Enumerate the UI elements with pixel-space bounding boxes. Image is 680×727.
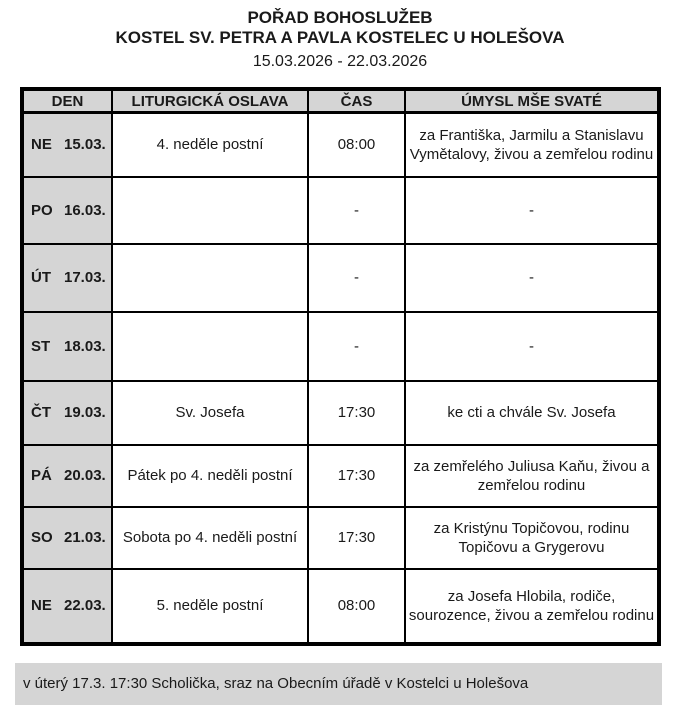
page-title: POŘAD BOHOSLUŽEB — [247, 8, 433, 27]
time-cell: - — [308, 244, 405, 312]
day-abbr: NE — [31, 597, 52, 614]
intention-cell: - — [405, 177, 659, 244]
header-cell-liturgicka-oslava: LITURGICKÁ OSLAVA — [112, 89, 308, 113]
time-cell: 17:30 — [308, 507, 405, 569]
celebration-cell: 4. neděle postní — [112, 113, 308, 177]
day-abbr: PÁ — [31, 467, 52, 484]
table-row — [22, 244, 659, 312]
table-row — [22, 381, 659, 445]
table-row — [22, 569, 659, 644]
document-header — [0, 0, 680, 71]
day-date: 16.03. — [64, 201, 106, 219]
date-range: 15.03.2026 - 22.03.2026 — [252, 53, 428, 70]
church-title: KOSTEL SV. PETRA A PAVLA KOSTELEC U HOLEŠOVA — [115, 28, 565, 47]
time-cell: 17:30 — [308, 381, 405, 445]
day-abbr: ČT — [31, 404, 51, 421]
table-row — [22, 177, 659, 244]
intention-cell: - — [405, 244, 659, 312]
day-date: 22.03. — [64, 597, 106, 614]
day-date: 21.03. — [64, 529, 106, 546]
time-cell: 08:00 — [308, 113, 405, 177]
intention-cell: - — [405, 312, 659, 381]
intention-cell: za Kristýnu Topičovou, rodinu Topičovu a Grygerovu — [405, 507, 659, 569]
day-abbr: SO — [31, 529, 53, 546]
celebration-cell — [112, 244, 308, 312]
intention-cell: za Františka, Jarmilu a Stanislavu Vymětalovy, živou a zemřelou rodinu — [405, 113, 659, 177]
day-cell — [22, 113, 112, 177]
day-cell — [22, 381, 112, 445]
table-row — [22, 507, 659, 569]
day-abbr: ST — [31, 337, 51, 355]
celebration-cell: Sv. Josefa — [112, 381, 308, 445]
table-row — [22, 113, 659, 177]
header-cell-umysl-mse-svate: ÚMYSL MŠE SVATÉ — [405, 89, 659, 113]
footer-note-bar — [15, 663, 662, 705]
footer-note-text: v úterý 17.3. 17:30 Scholička, sraz na Obecním úřadě v Kostelci u Holešova — [23, 675, 529, 692]
schedule-table — [20, 87, 661, 646]
intention-cell: ke cti a chvále Sv. Josefa — [405, 381, 659, 445]
time-cell: - — [308, 177, 405, 244]
day-date: 19.03. — [64, 404, 106, 421]
celebration-cell: Pátek po 4. neděli postní — [112, 445, 308, 507]
day-date: 15.03. — [64, 136, 106, 154]
table-row — [22, 445, 659, 507]
day-date: 17.03. — [64, 269, 106, 286]
table-row — [22, 312, 659, 381]
celebration-cell: 5. neděle postní — [112, 569, 308, 644]
time-cell: - — [308, 312, 405, 381]
celebration-cell — [112, 312, 308, 381]
day-abbr: NE — [31, 136, 52, 154]
day-cell — [22, 177, 112, 244]
intention-cell: za Josefa Hlobila, rodiče, sourozence, živou a zemřelou rodinu — [405, 569, 659, 644]
time-cell: 17:30 — [308, 445, 405, 507]
day-date: 18.03. — [64, 337, 106, 355]
header-cell-cas: ČAS — [308, 89, 405, 113]
day-cell — [22, 445, 112, 507]
day-cell — [22, 312, 112, 381]
table-header-row — [22, 89, 659, 113]
day-abbr: ÚT — [31, 269, 51, 286]
intention-cell: za zemřelého Juliusa Kaňu, živou a zemřelou rodinu — [405, 445, 659, 507]
day-cell — [22, 244, 112, 312]
celebration-cell: Sobota po 4. neděli postní — [112, 507, 308, 569]
day-date: 20.03. — [64, 467, 106, 484]
day-abbr: PO — [31, 201, 53, 219]
celebration-cell — [112, 177, 308, 244]
day-cell — [22, 569, 112, 644]
header-cell-den: DEN — [22, 89, 112, 113]
day-cell — [22, 507, 112, 569]
time-cell: 08:00 — [308, 569, 405, 644]
